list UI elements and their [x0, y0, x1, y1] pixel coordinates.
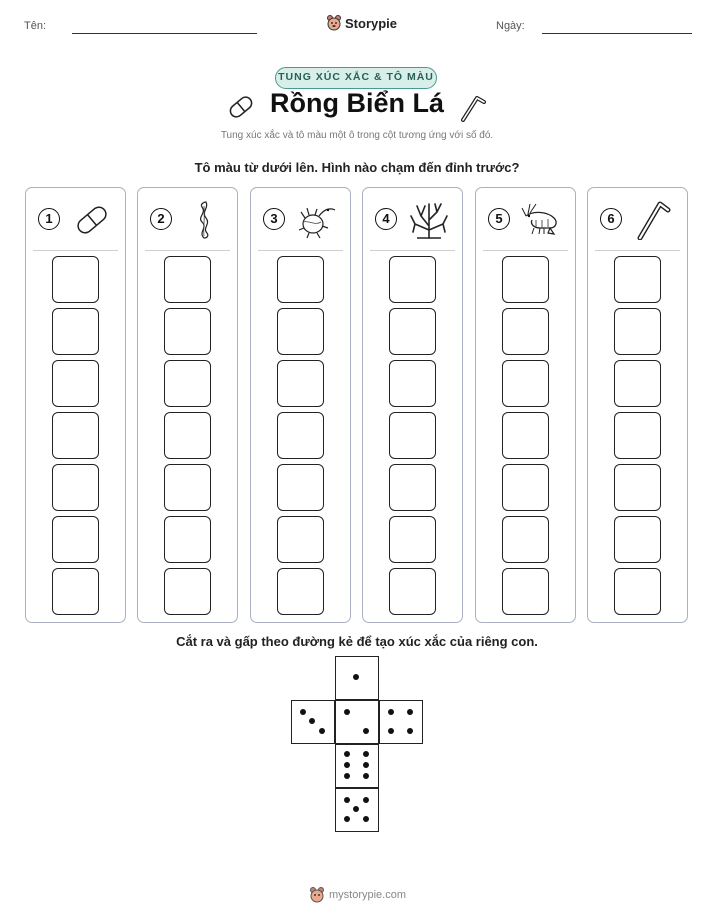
date-line[interactable]	[542, 33, 692, 34]
date-label: Ngày:	[496, 20, 525, 32]
column-3	[250, 187, 351, 623]
column-divider	[370, 250, 455, 251]
color-box[interactable]	[502, 568, 549, 615]
color-box[interactable]	[389, 360, 436, 407]
color-box[interactable]	[277, 412, 324, 459]
color-box[interactable]	[614, 464, 661, 511]
straw-icon	[632, 200, 676, 240]
footer	[309, 886, 406, 904]
column-number: 5	[488, 208, 510, 230]
straw-icon	[458, 92, 488, 122]
color-box[interactable]	[164, 464, 211, 511]
color-box[interactable]	[614, 568, 661, 615]
color-box[interactable]	[52, 308, 99, 355]
column-number: 1	[38, 208, 60, 230]
brand-name: Storypie	[345, 15, 398, 31]
color-box[interactable]	[277, 464, 324, 511]
color-box[interactable]	[614, 256, 661, 303]
column-divider	[483, 250, 568, 251]
bear-icon	[326, 14, 342, 32]
color-box[interactable]	[389, 516, 436, 563]
color-box[interactable]	[52, 516, 99, 563]
column-1	[25, 187, 126, 623]
color-box[interactable]	[502, 256, 549, 303]
color-box[interactable]	[52, 256, 99, 303]
column-divider	[145, 250, 230, 251]
bear-icon	[309, 886, 325, 904]
color-box[interactable]	[164, 568, 211, 615]
dice-face-2	[335, 700, 379, 744]
column-number: 2	[150, 208, 172, 230]
instruction-bottom: Cắt ra và gấp theo đường kẻ để tạo xúc xắc của riêng con.	[176, 634, 538, 649]
pill-icon	[70, 200, 114, 240]
footer-url: mystorypie.com	[329, 889, 407, 901]
column-4	[362, 187, 463, 623]
color-box[interactable]	[164, 516, 211, 563]
instruction-top: Tô màu từ dưới lên. Hình nào chạm đến đỉnh trước?	[194, 160, 520, 175]
color-box[interactable]	[389, 256, 436, 303]
leafy-sea-dragon-icon	[295, 200, 339, 240]
dice-face-6	[335, 744, 379, 788]
color-box[interactable]	[164, 256, 211, 303]
page-title: Rồng Biển Lá	[270, 88, 444, 118]
color-box[interactable]	[502, 464, 549, 511]
name-label: Tên:	[24, 20, 47, 32]
dice-face-4	[379, 700, 423, 744]
color-box[interactable]	[389, 464, 436, 511]
color-box[interactable]	[277, 308, 324, 355]
color-box[interactable]	[164, 360, 211, 407]
color-box[interactable]	[614, 412, 661, 459]
column-divider	[595, 250, 680, 251]
color-box[interactable]	[614, 516, 661, 563]
color-box[interactable]	[52, 412, 99, 459]
column-5	[475, 187, 576, 623]
color-box[interactable]	[52, 464, 99, 511]
column-number: 4	[375, 208, 397, 230]
dice-face-5	[335, 788, 379, 832]
name-line[interactable]	[72, 33, 257, 34]
column-number: 3	[263, 208, 285, 230]
color-box[interactable]	[614, 308, 661, 355]
color-box[interactable]	[52, 568, 99, 615]
dice-face-3	[291, 700, 335, 744]
column-6	[587, 187, 688, 623]
color-box[interactable]	[502, 516, 549, 563]
color-box[interactable]	[277, 516, 324, 563]
color-box[interactable]	[277, 256, 324, 303]
column-divider	[258, 250, 343, 251]
color-box[interactable]	[389, 568, 436, 615]
dice-face-1	[335, 656, 379, 700]
column-2	[137, 187, 238, 623]
brand-logo	[326, 14, 397, 32]
color-box[interactable]	[277, 568, 324, 615]
color-box[interactable]	[277, 360, 324, 407]
color-box[interactable]	[164, 308, 211, 355]
color-box[interactable]	[389, 308, 436, 355]
color-box[interactable]	[502, 308, 549, 355]
color-box[interactable]	[164, 412, 211, 459]
color-box[interactable]	[389, 412, 436, 459]
seaweed-icon	[182, 200, 226, 240]
subtitle: Tung xúc xắc và tô màu một ô trong cột tương ứng với số đó.	[220, 130, 494, 141]
color-box[interactable]	[502, 360, 549, 407]
column-number: 6	[600, 208, 622, 230]
coral-icon	[407, 200, 451, 240]
color-box[interactable]	[614, 360, 661, 407]
shrimp-icon	[520, 200, 564, 240]
color-box[interactable]	[52, 360, 99, 407]
color-box[interactable]	[502, 412, 549, 459]
column-divider	[33, 250, 118, 251]
activity-badge: TUNG XÚC XẮC & TÔ MÀU	[275, 67, 437, 89]
